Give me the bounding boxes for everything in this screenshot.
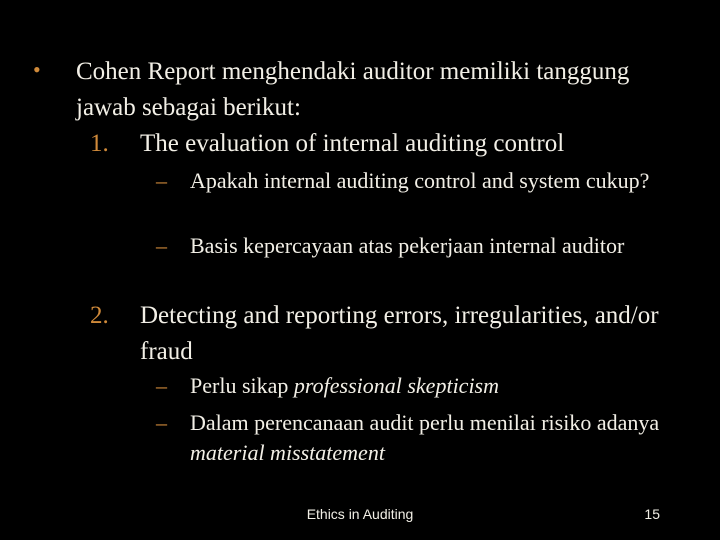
item-1-number: 1. — [90, 130, 109, 157]
item-1-text: The evaluation of internal auditing control — [140, 130, 565, 157]
item-1-sub-2-text: Basis kepercayaan atas pekerjaan internal auditor — [190, 233, 625, 258]
item-2-text: Detecting and reporting errors, irregularities, and/or fraud — [140, 302, 659, 365]
item-2-sub-2-dash: – — [156, 410, 167, 435]
italic-term: professional skepticism — [293, 373, 500, 398]
italic-term: material misstatement — [190, 440, 385, 465]
item-1-sub-1-dash: – — [156, 168, 167, 193]
page-number: 15 — [644, 506, 660, 522]
bullet-marker: • — [33, 57, 41, 82]
item-2-sub-1-dash: – — [156, 373, 167, 398]
item-2-number: 2. — [90, 302, 109, 329]
item-2-sub-2-text: Dalam perencanaan audit perlu menilai risiko adanya material misstatement — [190, 410, 660, 465]
intro-text: Cohen Report menghendaki auditor memiliki tanggung jawab sebagai berikut: — [76, 58, 630, 121]
footer-title: Ethics in Auditing — [306, 506, 414, 522]
item-1-sub-2-dash: – — [156, 233, 167, 258]
item-1-sub-1-text: Apakah internal auditing control and system cukup? — [190, 168, 650, 193]
item-2-sub-1-text: Perlu sikap professional skepticism — [190, 373, 500, 398]
